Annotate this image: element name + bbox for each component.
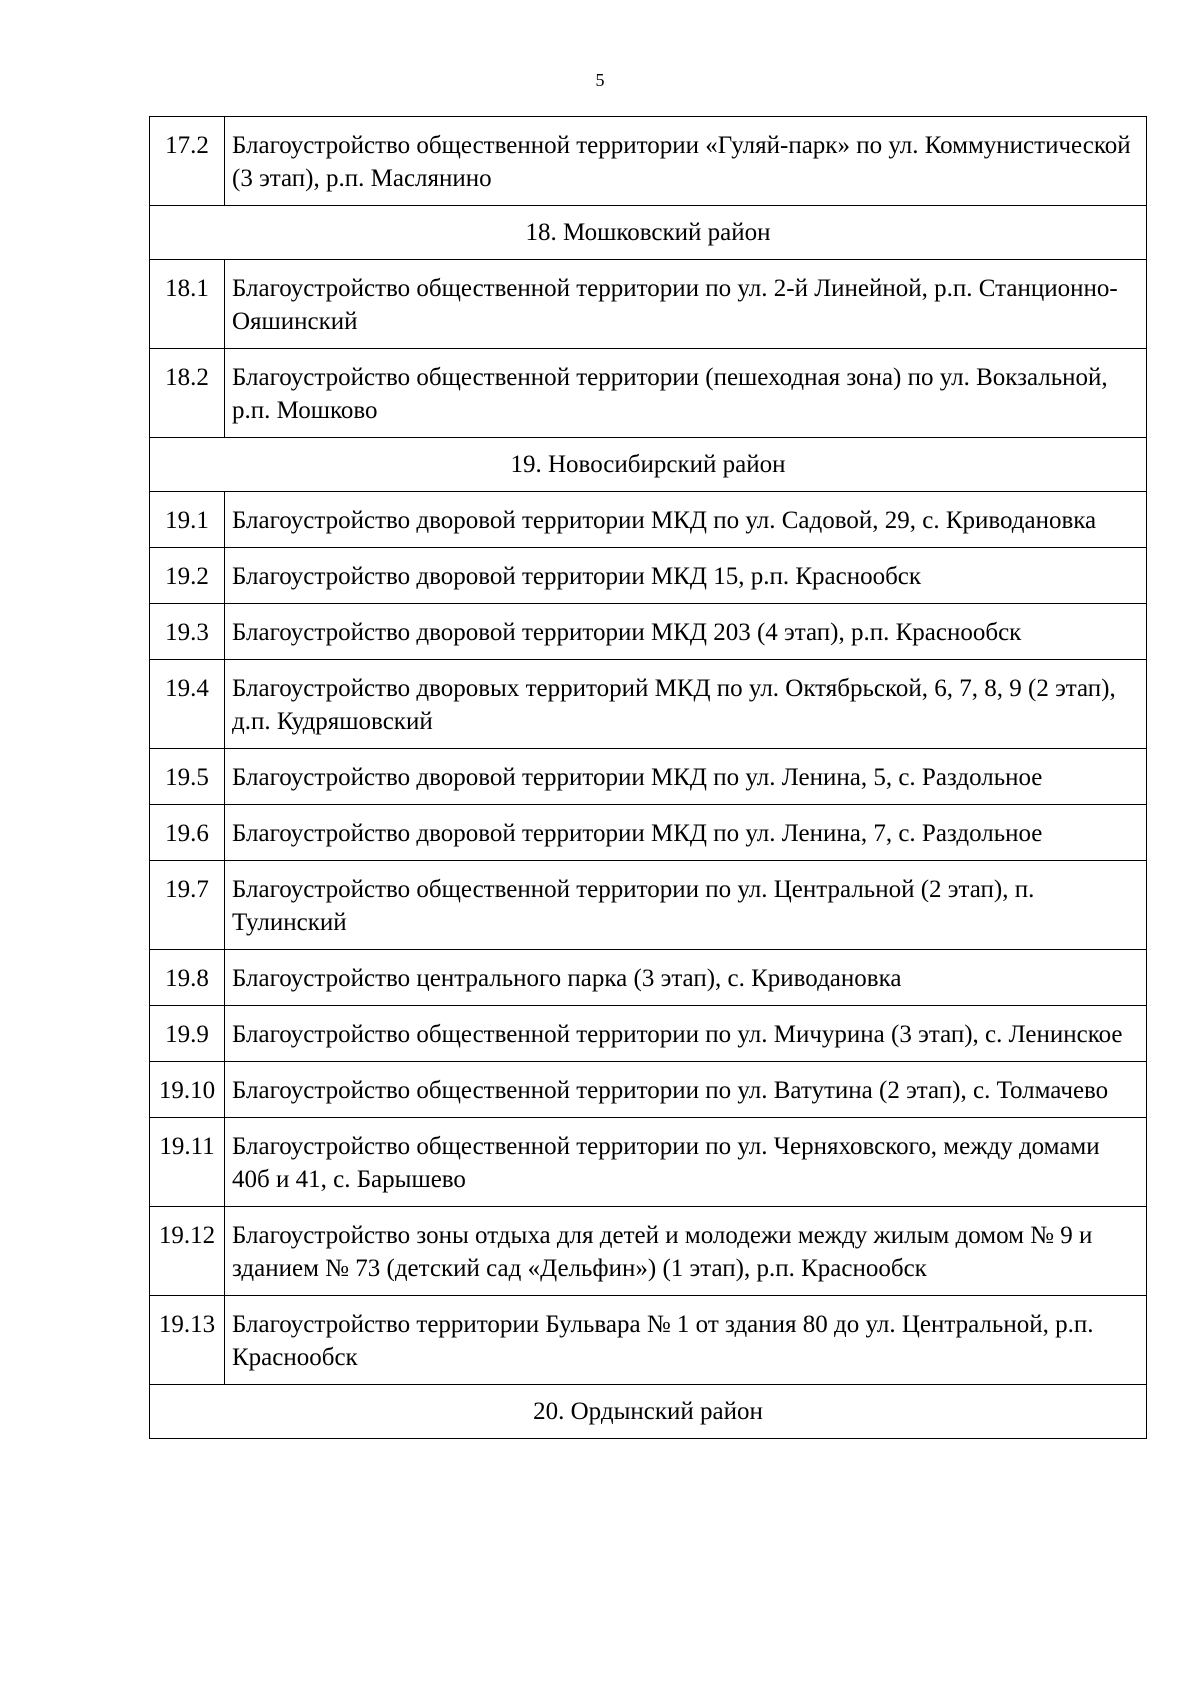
- row-description: Благоустройство дворовой территории МКД 15, р.п. Краснообск: [225, 548, 1147, 604]
- table-row: [150, 950, 1147, 1006]
- table-row: [150, 260, 1147, 349]
- row-number: 19.5: [150, 749, 225, 805]
- row-description: Благоустройство дворовой территории МКД по ул. Ленина, 7, с. Раздольное: [225, 805, 1147, 861]
- table-row: [150, 1118, 1147, 1207]
- row-number: 19.13: [150, 1296, 225, 1385]
- table-row: [150, 1062, 1147, 1118]
- row-description: Благоустройство дворовых территорий МКД по ул. Октябрьской, 6, 7, 8, 9 (2 этап), д.п. Кудряшовский: [225, 660, 1147, 749]
- table-row: [150, 117, 1147, 206]
- section-title: 18. Мошковский район: [150, 206, 1147, 260]
- row-number: 19.9: [150, 1006, 225, 1062]
- row-description: Благоустройство общественной территории «Гуляй-парк» по ул. Коммунистической (3 этап), р.п. Маслянино: [225, 117, 1147, 206]
- row-description: Благоустройство общественной территории по ул. Мичурина (3 этап), с. Ленинское: [225, 1006, 1147, 1062]
- row-number: 18.1: [150, 260, 225, 349]
- table-row: [150, 1006, 1147, 1062]
- row-number: 19.12: [150, 1207, 225, 1296]
- page-number: 5: [595, 70, 605, 90]
- row-description: Благоустройство территории Бульвара № 1 от здания 80 до ул. Центральной, р.п. Краснообск: [225, 1296, 1147, 1385]
- row-description: Благоустройство общественной территории по ул. Ватутина (2 этап), с. Толмачево: [225, 1062, 1147, 1118]
- row-number: 19.7: [150, 861, 225, 950]
- row-description: Благоустройство общественной территории (пешеходная зона) по ул. Вокзальной, р.п. Мошково: [225, 349, 1147, 438]
- table-row: [150, 1296, 1147, 1385]
- projects-table: [149, 116, 1147, 1439]
- row-description: Благоустройство дворовой территории МКД 203 (4 этап), р.п. Краснообск: [225, 604, 1147, 660]
- row-description: Благоустройство общественной территории по ул. 2-й Линейной, р.п. Станционно-Ояшинский: [225, 260, 1147, 349]
- section-header-row: [150, 438, 1147, 492]
- table-row: [150, 749, 1147, 805]
- row-number: 19.6: [150, 805, 225, 861]
- table-row: [150, 1207, 1147, 1296]
- table-row: [150, 805, 1147, 861]
- section-header-row: [150, 206, 1147, 260]
- table-row: [150, 492, 1147, 548]
- row-description: Благоустройство дворовой территории МКД по ул. Ленина, 5, с. Раздольное: [225, 749, 1147, 805]
- row-description: Благоустройство дворовой территории МКД по ул. Садовой, 29, с. Криводановка: [225, 492, 1147, 548]
- section-title: 19. Новосибирский район: [150, 438, 1147, 492]
- row-number: 19.4: [150, 660, 225, 749]
- table-row: [150, 660, 1147, 749]
- table-row: [150, 548, 1147, 604]
- section-title: 20. Ордынский район: [150, 1385, 1147, 1439]
- table-body: [150, 117, 1147, 1439]
- table-row: [150, 861, 1147, 950]
- row-description: Благоустройство общественной территории по ул. Центральной (2 этап), п. Тулинский: [225, 861, 1147, 950]
- row-description: Благоустройство общественной территории по ул. Черняховского, между домами 40б и 41, с. Барышево: [225, 1118, 1147, 1207]
- row-description: Благоустройство зоны отдыха для детей и молодежи между жилым домом № 9 и зданием № 73 (детский сад «Дельфин») (1 этап), р.п. Краснообск: [225, 1207, 1147, 1296]
- table-row: [150, 604, 1147, 660]
- row-number: 17.2: [150, 117, 225, 206]
- row-number: 19.2: [150, 548, 225, 604]
- row-number: 19.3: [150, 604, 225, 660]
- row-description: Благоустройство центрального парка (3 этап), с. Криводановка: [225, 950, 1147, 1006]
- table-row: [150, 349, 1147, 438]
- row-number: 19.11: [150, 1118, 225, 1207]
- section-header-row: [150, 1385, 1147, 1439]
- row-number: 19.10: [150, 1062, 225, 1118]
- row-number: 19.8: [150, 950, 225, 1006]
- row-number: 19.1: [150, 492, 225, 548]
- row-number: 18.2: [150, 349, 225, 438]
